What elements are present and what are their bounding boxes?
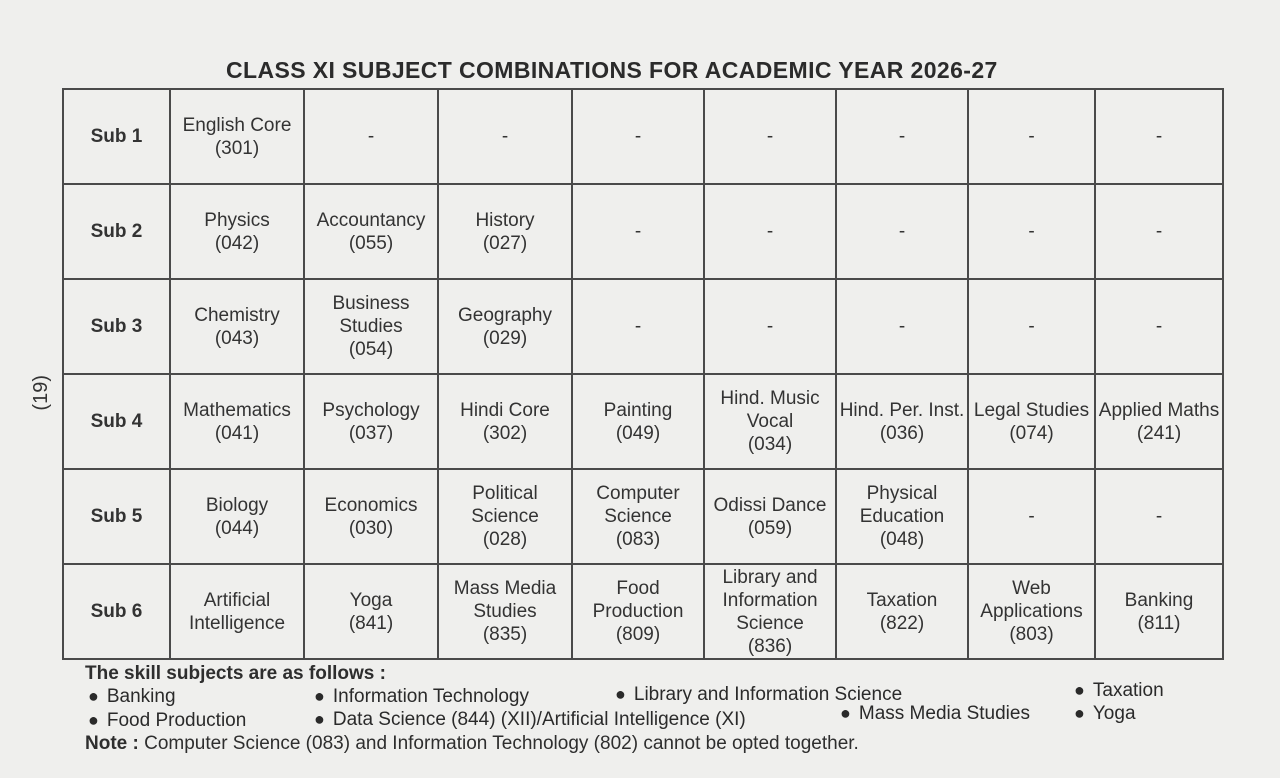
subject-name: - (367, 126, 375, 147)
subject-code: (030) (348, 517, 394, 539)
bullet-icon: ● (1074, 680, 1085, 700)
subject-code: (055) (348, 232, 394, 254)
bullet-icon: ● (615, 684, 626, 704)
subject-code: (044) (214, 517, 260, 539)
subject-code: (029) (482, 327, 528, 349)
subject-cell (170, 374, 304, 469)
subject-code: (301) (214, 137, 260, 159)
subject-code: (054) (348, 339, 394, 360)
subject-cell (704, 184, 836, 279)
subject-cell (170, 279, 304, 374)
subject-cell (438, 89, 572, 184)
subject-cell (704, 374, 836, 469)
subject-name: - (1028, 126, 1035, 147)
subject-code: (028) (482, 529, 528, 550)
subject-name: Web Applications (980, 578, 1083, 622)
subject-code: (809) (615, 624, 661, 645)
subject-name: Physics (204, 209, 270, 231)
subject-cell (836, 564, 968, 659)
document-title: CLASS XI SUBJECT COMBINATIONS FOR ACADEMIC YEAR 2026-27 (226, 57, 998, 83)
page-number: (19) (30, 375, 52, 411)
subject-cell (836, 469, 968, 564)
skill-item: ● Data Science (844) (XII)/Artificial Intelligence (XI) (314, 709, 746, 730)
subject-cell (572, 374, 704, 469)
skill-subjects-heading: The skill subjects are as follows : (85, 663, 386, 684)
subject-cell (170, 184, 304, 279)
subject-cell (438, 374, 572, 469)
note-text: Computer Science (083) and Information Technology (802) cannot be opted together. (144, 733, 859, 754)
subject-code: (083) (615, 529, 661, 550)
subject-name: Applied Maths (1098, 399, 1220, 421)
subject-name: Political Science (471, 483, 539, 527)
bullet-icon: ● (88, 686, 99, 706)
subject-name: - (1028, 316, 1035, 337)
subject-name: Hind. Music Vocal (720, 388, 820, 432)
row-label: Sub 5 (63, 469, 170, 564)
subject-cell (304, 374, 438, 469)
table-row (63, 469, 1223, 564)
subject-name: Economics (324, 494, 418, 516)
subject-cell (438, 469, 572, 564)
subject-code: (043) (214, 327, 260, 349)
skill-item: ● Food Production (88, 710, 247, 731)
subject-cell (836, 89, 968, 184)
subject-code: (803) (1009, 624, 1054, 645)
subject-name: Business Studies (332, 293, 410, 337)
subject-name: - (898, 221, 906, 242)
subject-name: - (766, 221, 774, 242)
subject-cell (1095, 184, 1223, 279)
subject-cell (968, 469, 1095, 564)
subject-name: Hindi Core (460, 399, 550, 421)
subject-cell (704, 89, 836, 184)
subject-code: (836) (747, 635, 793, 657)
subject-code: (241) (1136, 422, 1182, 444)
subject-name: Library and Information Science (722, 566, 818, 634)
subject-name: - (1155, 126, 1163, 147)
table-row (63, 89, 1223, 184)
subject-cell (572, 469, 704, 564)
subject-code: (835) (482, 624, 528, 645)
skill-item: ● Banking (88, 686, 176, 707)
subject-name: Taxation (866, 589, 938, 611)
subject-name: Artificial Intelligence (188, 589, 286, 634)
subject-name: Psychology (322, 399, 420, 421)
subject-name: Yoga (349, 589, 393, 611)
subject-cell (438, 184, 572, 279)
row-label: Sub 2 (63, 184, 170, 279)
subject-name: Hind. Per. Inst. (839, 399, 965, 421)
subject-cell (968, 184, 1095, 279)
subject-name: - (1155, 506, 1163, 527)
subject-name: Geography (457, 304, 552, 326)
table-row (63, 374, 1223, 469)
subject-name: Physical Education (859, 483, 945, 527)
subject-cell (438, 279, 572, 374)
table-row (63, 279, 1223, 374)
skill-item: ● Information Technology (314, 686, 529, 707)
subject-cell (170, 469, 304, 564)
subject-name: - (1028, 221, 1035, 242)
note (85, 733, 859, 755)
subject-name: Chemistry (194, 304, 280, 326)
subject-name: History (475, 209, 535, 231)
row-label: Sub 4 (63, 374, 170, 469)
subject-cell (836, 184, 968, 279)
subject-name: - (501, 126, 509, 147)
subject-name: - (766, 316, 774, 337)
subject-cell (304, 564, 438, 659)
subject-code: (036) (879, 422, 925, 444)
subject-name: Mass Media Studies (453, 578, 557, 622)
subject-name: Mathematics (183, 399, 291, 421)
subject-name: - (766, 126, 774, 147)
subject-code: (027) (482, 232, 528, 254)
skill-item: ● Library and Information Science (615, 684, 903, 705)
bullet-icon: ● (1074, 703, 1085, 723)
subject-cell (170, 89, 304, 184)
subject-name: - (1028, 506, 1035, 527)
subject-code: (822) (879, 612, 925, 634)
subject-name: - (898, 126, 906, 147)
subject-cell (704, 279, 836, 374)
subject-name: Legal Studies (973, 399, 1090, 421)
subject-code: (059) (747, 517, 793, 539)
subject-name: - (898, 316, 906, 337)
subject-code: (034) (747, 434, 793, 455)
subject-name: - (634, 221, 642, 242)
subject-cell (1095, 469, 1223, 564)
subject-name: Biology (205, 494, 269, 516)
subject-name: - (1155, 221, 1163, 242)
subject-cell (968, 279, 1095, 374)
subject-code: (302) (482, 422, 528, 444)
subject-name: Accountancy (316, 209, 426, 231)
skill-item: ● Yoga (1074, 703, 1136, 724)
subject-code: (037) (348, 422, 394, 444)
row-label: Sub 1 (63, 89, 170, 184)
subject-name: - (1155, 316, 1163, 337)
subject-cell (304, 184, 438, 279)
subject-code: (074) (1009, 422, 1054, 444)
skill-subjects-section (85, 663, 1235, 685)
subject-cell (438, 564, 572, 659)
subject-cell (304, 469, 438, 564)
subject-combinations-table (62, 88, 1224, 660)
subject-cell (1095, 374, 1223, 469)
subject-code: (041) (214, 422, 260, 444)
subject-name: Banking (1124, 589, 1194, 611)
subject-cell (572, 279, 704, 374)
subject-cell (1095, 564, 1223, 659)
bullet-icon: ● (88, 710, 99, 730)
skill-item: ● Taxation (1074, 680, 1164, 701)
subject-cell (304, 89, 438, 184)
subject-cell (968, 374, 1095, 469)
subject-cell (968, 89, 1095, 184)
subject-cell (1095, 89, 1223, 184)
subject-code: (841) (348, 612, 394, 634)
subject-cell (1095, 279, 1223, 374)
subject-cell (968, 564, 1095, 659)
subject-name: - (634, 316, 642, 337)
subject-name: English Core (182, 114, 292, 136)
subject-cell (704, 564, 836, 659)
subject-code: (048) (879, 529, 925, 550)
subject-cell (704, 469, 836, 564)
subject-cell (836, 279, 968, 374)
subject-code: (811) (1137, 612, 1181, 634)
subject-cell (304, 279, 438, 374)
subject-name: Food Production (592, 578, 684, 622)
table-row (63, 564, 1223, 659)
table-row (63, 184, 1223, 279)
skill-item: ● Mass Media Studies (840, 703, 1030, 724)
subject-cell (572, 89, 704, 184)
subject-cell (836, 374, 968, 469)
bullet-icon: ● (840, 703, 851, 723)
subject-name: - (634, 126, 642, 147)
subject-cell (572, 184, 704, 279)
subject-code: (049) (615, 422, 661, 444)
row-label: Sub 6 (63, 564, 170, 659)
bullet-icon: ● (314, 709, 325, 729)
row-label: Sub 3 (63, 279, 170, 374)
subject-cell (170, 564, 304, 659)
subject-cell (572, 564, 704, 659)
note-label: Note : (85, 733, 139, 754)
subject-name: Odissi Dance (713, 494, 827, 516)
bullet-icon: ● (314, 686, 325, 706)
subject-name: Painting (603, 399, 673, 421)
subject-code: (042) (214, 232, 260, 254)
subject-name: Computer Science (596, 483, 680, 527)
